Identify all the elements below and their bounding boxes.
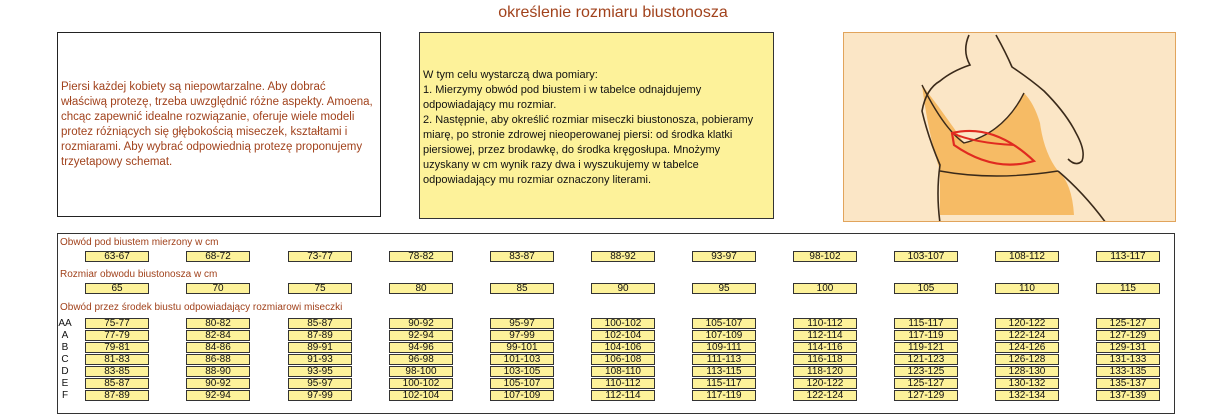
table-cell: 98-102	[793, 251, 857, 262]
table-cell: 129-131	[1096, 342, 1160, 353]
cup-size-label: A	[61, 330, 69, 341]
instructions-step-2: 2. Następnie, aby określić rozmiar miseczki biustonosza, pobieramy miarę, po stronie zdrowej nieoperowanej piersi: od środka klatki piersiowej, przez brodawkę, do środka kręgosłupa. Mnożymy uzyskany w cm wynik razy dwa i wyszukujemy w tabelce odpowiadający mu rozmiar oznaczony literami.	[423, 114, 754, 186]
table-cell: 110-112	[591, 378, 655, 389]
table-cell: 108-110	[591, 366, 655, 377]
table-cell: 89-91	[288, 342, 352, 353]
table-cell: 94-96	[389, 342, 453, 353]
table-cell: 95-97	[490, 318, 554, 329]
cup-row-d	[58, 366, 1174, 378]
instructions-heading: W tym celu wystarczą dwa pomiary:	[423, 69, 598, 81]
table-cell: 93-97	[692, 251, 756, 262]
table-cell: 115-117	[894, 318, 958, 329]
table-cell: 84-86	[186, 342, 250, 353]
table-cell: 123-125	[894, 366, 958, 377]
table-cell: 100-102	[591, 318, 655, 329]
table-cell: 90-92	[389, 318, 453, 329]
table-cell: 102-104	[389, 390, 453, 401]
table-cell: 116-118	[793, 354, 857, 365]
table-cell: 120-122	[995, 318, 1059, 329]
table-cell: 117-119	[894, 330, 958, 341]
table-cell: 79-81	[85, 342, 149, 353]
table-cell: 108-112	[995, 251, 1059, 262]
intro-box	[57, 32, 381, 217]
intro-text: Piersi każdej kobiety są niepowtarzalne. Aby dobrać właściwą protezę, trzeba uwzględnić różne aspekty. Amoena, chcąc zapewnić idealne rozwiązanie, oferuje wiele modeli protez różniących się głębokością miseczek, kształtami i rozmiarami. Aby wybrać odpowiednią protezę proponujemy trzyetapowy schemat.	[61, 80, 373, 168]
table-cell: 104-106	[591, 342, 655, 353]
table-cell: 125-127	[894, 378, 958, 389]
table-cell: 82-84	[186, 330, 250, 341]
table-cell: 100	[793, 283, 857, 294]
table-cell: 111-113	[692, 354, 756, 365]
table-cell: 103-105	[490, 366, 554, 377]
table-cell: 131-133	[1096, 354, 1160, 365]
table-cell: 107-109	[490, 390, 554, 401]
size-table	[57, 233, 1175, 414]
table-cell: 85	[490, 283, 554, 294]
table-cell: 95-97	[288, 378, 352, 389]
table-cell: 97-99	[288, 390, 352, 401]
table-cell: 133-135	[1096, 366, 1160, 377]
table-cell: 98-100	[389, 366, 453, 377]
instructions-step-1: 1. Mierzymy obwód pod biustem i w tabelce odnajdujemy odpowiadający mu rozmiar.	[423, 84, 702, 111]
table-cell: 107-109	[692, 330, 756, 341]
cup-size-label: C	[61, 354, 69, 365]
cup-label: Obwód przez środek biustu odpowiadający rozmiarowi miseczki	[60, 302, 343, 313]
table-cell: 119-121	[894, 342, 958, 353]
page-title: określenie rozmiaru biustonosza	[498, 4, 728, 21]
table-cell: 117-119	[692, 390, 756, 401]
table-cell: 87-89	[288, 330, 352, 341]
table-cell: 125-127	[1096, 318, 1160, 329]
table-cell: 86-88	[186, 354, 250, 365]
underbust-row	[58, 251, 1174, 263]
table-cell: 77-79	[85, 330, 149, 341]
cup-size-label: B	[61, 342, 69, 353]
table-cell: 122-124	[995, 330, 1059, 341]
table-cell: 68-72	[186, 251, 250, 262]
cup-row-e	[58, 378, 1174, 390]
table-cell: 121-123	[894, 354, 958, 365]
table-cell: 137-139	[1096, 390, 1160, 401]
table-cell: 91-93	[288, 354, 352, 365]
table-cell: 102-104	[591, 330, 655, 341]
table-cell: 127-129	[1096, 330, 1160, 341]
cup-size-label: D	[61, 366, 69, 377]
cup-row-f	[58, 390, 1174, 402]
bra-shape	[922, 85, 1074, 215]
table-cell: 81-83	[85, 354, 149, 365]
table-cell: 130-132	[995, 378, 1059, 389]
cup-size-label: AA	[58, 318, 72, 329]
table-cell: 87-89	[85, 390, 149, 401]
cup-row-c	[58, 354, 1174, 366]
cup-size-label: F	[61, 390, 69, 401]
table-cell: 135-137	[1096, 378, 1160, 389]
band-label: Rozmiar obwodu biustonosza w cm	[60, 269, 218, 280]
table-cell: 65	[85, 283, 149, 294]
table-cell: 113-115	[692, 366, 756, 377]
underbust-label: Obwód pod biustem mierzony w cm	[60, 237, 219, 248]
table-cell: 127-129	[894, 390, 958, 401]
table-cell: 114-116	[793, 342, 857, 353]
table-cell: 105-107	[490, 378, 554, 389]
table-cell: 124-126	[995, 342, 1059, 353]
table-cell: 75	[288, 283, 352, 294]
table-cell: 113-117	[1096, 251, 1160, 262]
table-cell: 110	[995, 283, 1059, 294]
cup-row-b	[58, 342, 1174, 354]
table-cell: 70	[186, 283, 250, 294]
table-cell: 109-111	[692, 342, 756, 353]
table-cell: 115	[1096, 283, 1160, 294]
table-cell: 110-112	[793, 318, 857, 329]
table-cell: 112-114	[591, 390, 655, 401]
table-cell: 80-82	[186, 318, 250, 329]
table-cell: 95	[692, 283, 756, 294]
table-cell: 63-67	[85, 251, 149, 262]
table-cell: 92-94	[389, 330, 453, 341]
table-cell: 103-107	[894, 251, 958, 262]
table-cell: 88-92	[591, 251, 655, 262]
table-cell: 99-101	[490, 342, 554, 353]
table-cell: 128-130	[995, 366, 1059, 377]
table-cell: 90	[591, 283, 655, 294]
table-cell: 75-77	[85, 318, 149, 329]
table-cell: 106-108	[591, 354, 655, 365]
table-cell: 96-98	[389, 354, 453, 365]
cup-size-label: E	[61, 378, 69, 389]
band-row	[58, 283, 1174, 295]
cup-row-a	[58, 330, 1174, 342]
table-cell: 73-77	[288, 251, 352, 262]
bra-measurement-illustration	[843, 32, 1176, 222]
cup-row-aa	[58, 318, 1174, 330]
table-cell: 88-90	[186, 366, 250, 377]
table-cell: 105-107	[692, 318, 756, 329]
table-cell: 112-114	[793, 330, 857, 341]
table-cell: 78-82	[389, 251, 453, 262]
table-cell: 93-95	[288, 366, 352, 377]
table-cell: 101-103	[490, 354, 554, 365]
table-cell: 80	[389, 283, 453, 294]
table-cell: 105	[894, 283, 958, 294]
table-cell: 100-102	[389, 378, 453, 389]
table-cell: 126-128	[995, 354, 1059, 365]
table-cell: 90-92	[186, 378, 250, 389]
table-cell: 83-87	[490, 251, 554, 262]
bra-figure-drawing	[844, 33, 1176, 222]
table-cell: 118-120	[793, 366, 857, 377]
table-cell: 85-87	[288, 318, 352, 329]
table-cell: 132-134	[995, 390, 1059, 401]
table-cell: 83-85	[85, 366, 149, 377]
instructions-box	[419, 32, 774, 219]
table-cell: 122-124	[793, 390, 857, 401]
table-cell: 97-99	[490, 330, 554, 341]
table-cell: 85-87	[85, 378, 149, 389]
table-cell: 120-122	[793, 378, 857, 389]
table-cell: 115-117	[692, 378, 756, 389]
table-cell: 92-94	[186, 390, 250, 401]
